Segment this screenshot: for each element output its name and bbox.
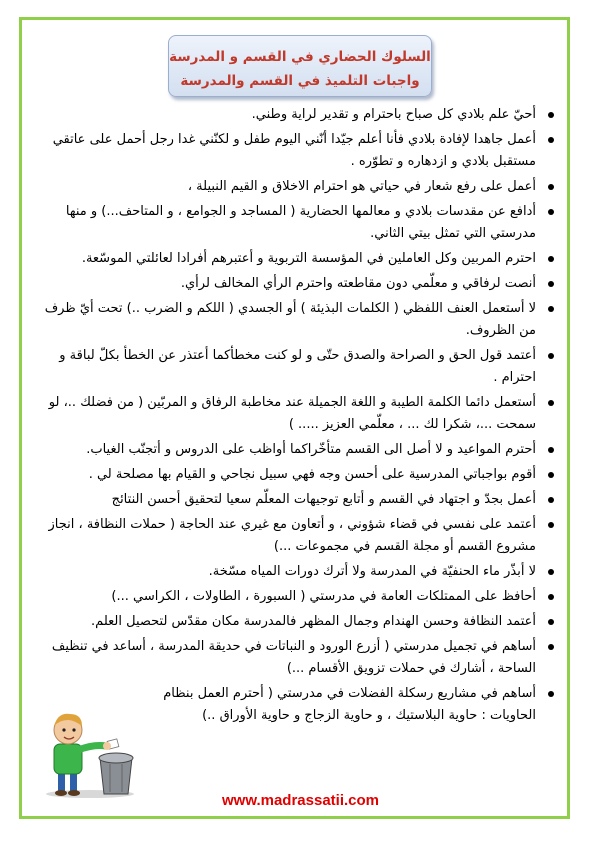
list-item: أحيّ علم بلادي كل صباح باحترام و تقدير لراية وطني. xyxy=(28,104,558,126)
list-item: أستعمل دائما الكلمة الطيبة و اللغة الجميلة عند مخاطبة الرفاق و المربّين ( من فضلك ..، لو سمحت ...، شكرا لك ... ، معلّمي العزيز ..... ) xyxy=(28,392,558,436)
title-line-2: واجبات التلميذ في القسم والمدرسة xyxy=(180,73,420,89)
list-item: أحترم المواعيد و لا أصل الى القسم متأخّراكما أواظب على الدروس و أتجنّب الغياب. xyxy=(28,439,558,461)
list-item: أدافع عن مقدسات بلادي و معالمها الحضارية ( المساجد و الجوامع ، و المتاحف...) و منها مدرستي التي تمثل بيتي الثاني. xyxy=(28,201,558,245)
rules-list xyxy=(28,104,558,730)
list-item: أنصت لرفاقي و معلّمي دون مقاطعته واحترم الرأي المخالف لرأي. xyxy=(28,273,558,295)
list-item: أعتمد قول الحق و الصراحة والصدق حتّى و لو كنت مخطأكما أعتذر عن الخطأ بكلّ لباقة و احترام . xyxy=(28,345,558,389)
list-item: احترم المربين وكل العاملين في المؤسسة التربوية و أعتبرهم أفرادا لعائلتي الموسّعة. xyxy=(28,248,558,270)
list-item: أساهم في مشاريع رسكلة الفضلات في مدرستي ( أحترم العمل بنظام الحاويات : حاوية البلاستيك ، و حاوية الزجاج و حاوية الأوراق ..) xyxy=(28,683,558,727)
title-line-1: السلوك الحضاري في القسم و المدرسة xyxy=(169,49,431,65)
page-border xyxy=(19,17,570,819)
list-item: أقوم بواجباتي المدرسية على أحسن وجه فهي سبيل نجاحي و القيام بها مصلحة لي . xyxy=(28,464,558,486)
list-item: لا أستعمل العنف اللفظي ( الكلمات البذيئة ) أو الجسدي ( اللكم و الضرب ..) تحت أيّ ظرف من الظروف. xyxy=(28,298,558,342)
list-item: أعتمد النظافة وحسن الهندام وجمال المظهر فالمدرسة مكان مقدّس لتحصيل العلم. xyxy=(28,611,558,633)
list-item: أعمل على رفع شعار في حياتي هو احترام الاخلاق و القيم النبيلة ، xyxy=(28,176,558,198)
boy-recycling-bin-icon xyxy=(34,708,138,800)
list-item: أعمل بجدّ و اجتهاد في القسم و أتابع توجيهات المعلّم سعيا لتحقيق أحسن النتائج xyxy=(28,489,558,511)
list-item: أعمل جاهدا لإفادة بلادي فأنا أعلم جيّدا أنّني اليوم طفل و لكنّني غدا رجل أحمل على عاتقي مستقبل بلادي و ازدهاره و تطوّره . xyxy=(28,129,558,173)
title-box xyxy=(168,35,432,97)
website-url[interactable]: www.madrassatii.com xyxy=(222,792,380,809)
list-item: أساهم في تجميل مدرستي ( أزرع الورود و النباتات في حديقة المدرسة ، أساعد في تنظيف الساحة ، أشارك في حملات تزويق الأقسام ...) xyxy=(28,636,558,680)
list-item: أحافظ على الممتلكات العامة في مدرستي ( السبورة ، الطاولات ، الكراسي ...) xyxy=(28,586,558,608)
list-item: لا أبذّر ماء الحنفيّة في المدرسة ولا أترك دورات المياه مسّخة. xyxy=(28,561,558,583)
list-item: أعتمد على نفسي في قضاء شؤوني ، و أتعاون مع غيري عند الحاجة ( حملات النظافة ، انجاز مشروع القسم أو مجلة القسم في مجموعات ...) xyxy=(28,514,558,558)
